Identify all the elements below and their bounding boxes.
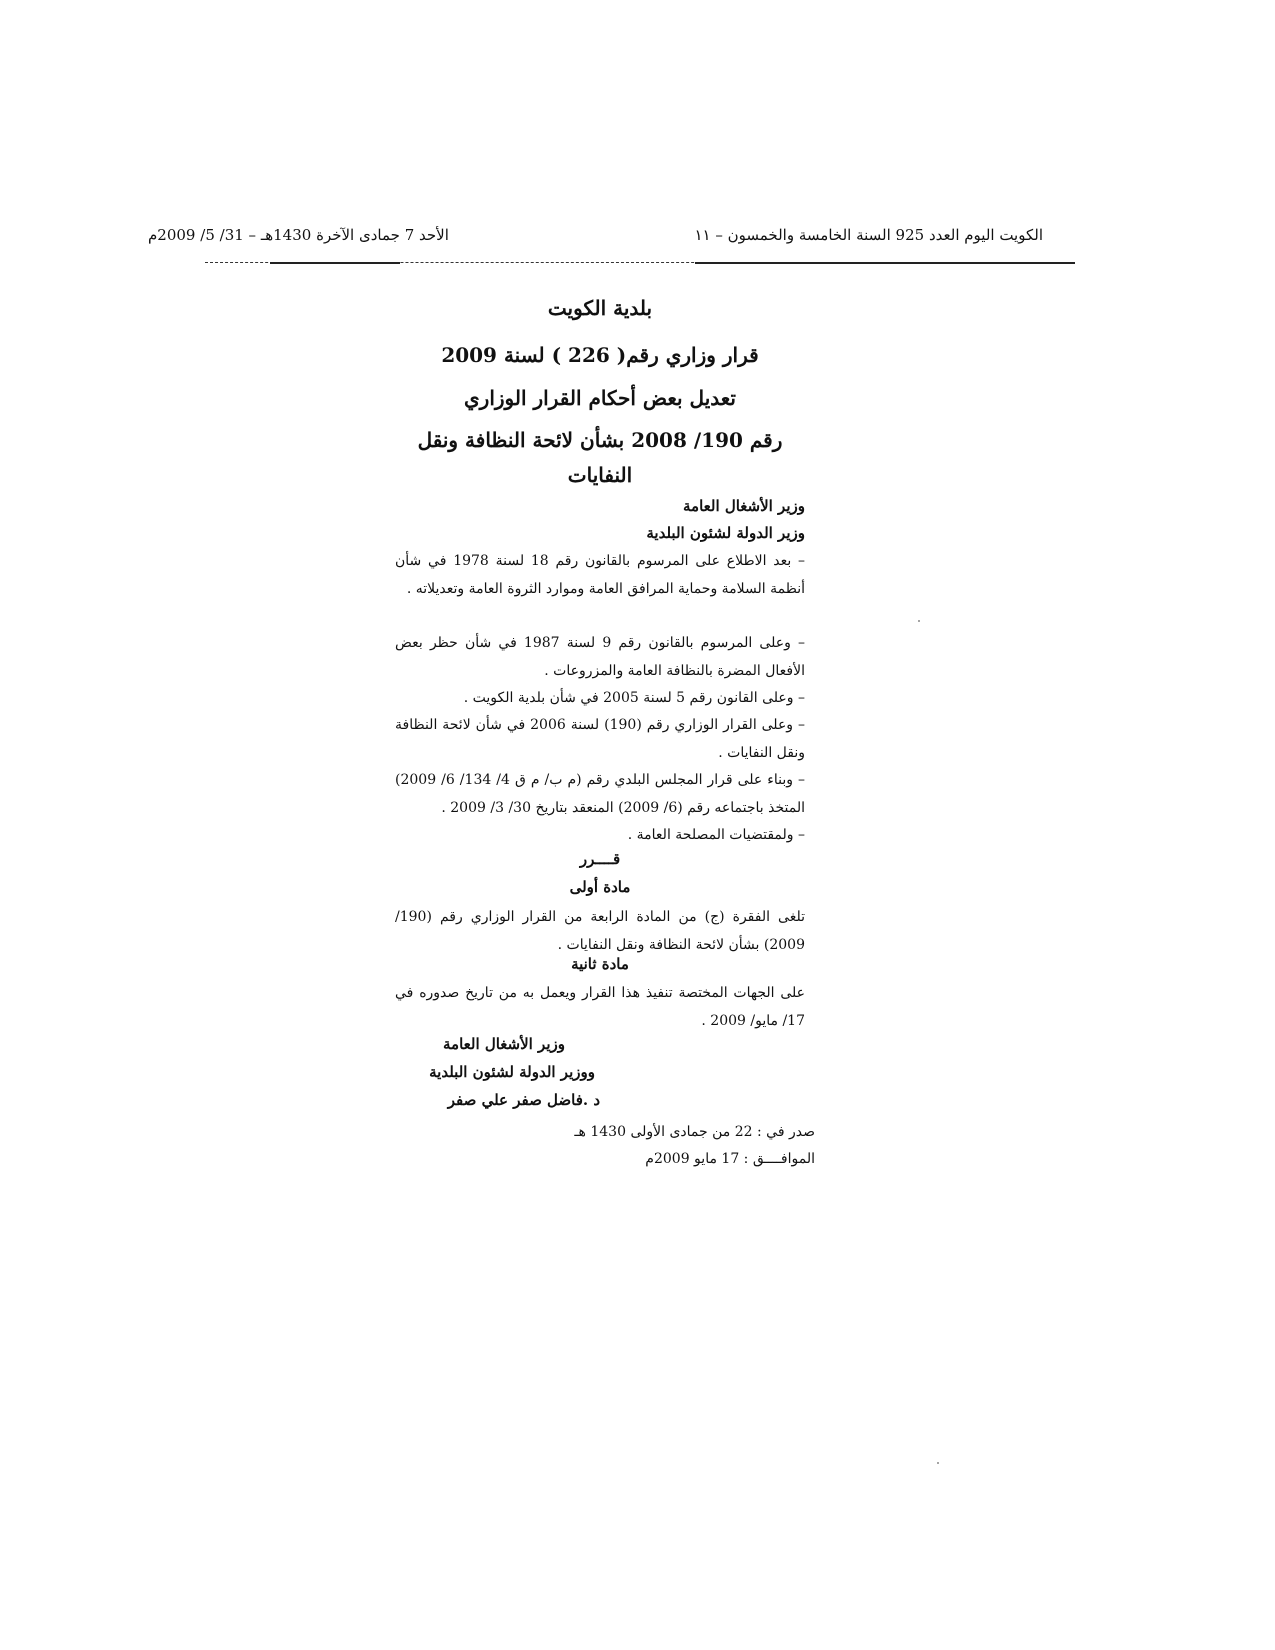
preamble-item: – وعلى القانون رقم 5 لسنة 2005 في شأن بلدية الكويت . [463, 690, 805, 706]
issuer-line-2: وزير الدولة لشئون البلدية [646, 524, 805, 542]
preamble-item: – بعد الاطلاع على المرسوم بالقانون رقم 18 لسنة 1978 في شأن أنظمة السلامة وحماية المرافق العامة وموارد الثروة العامة وتعديلاته . [395, 553, 806, 597]
issuer-line-1: وزير الأشغال العامة [683, 497, 805, 515]
scan-speck [918, 620, 920, 622]
decree-subject-line-3: النفايات [567, 463, 633, 487]
decree-subject-line-1: تعديل بعض أحكام القرار الوزاري [464, 386, 736, 410]
header-left: الأحد 7 جمادى الآخرة 1430هـ – 31/ 5/ 2009م [148, 226, 449, 244]
issued-date-hijri: صدر في : 22 من جمادى الأولى 1430 هـ [574, 1124, 815, 1140]
article-1-heading: مادة أولى [569, 878, 631, 896]
decided-heading: قــــرر [579, 850, 621, 868]
header-rule-segment-right [695, 262, 1075, 264]
institution-title: بلدية الكويت [547, 296, 653, 320]
signatory-name: د .فاضل صفر علي صفر [447, 1091, 600, 1109]
article-1-text: تلغى الفقرة (ج) من المادة الرابعة من القرار الوزاري رقم (190/ 2009) بشأن لائحة النظافة ونقل النفايات . [395, 909, 805, 953]
issued-date-gregorian: الموافــــق : 17 مايو 2009م [645, 1151, 815, 1167]
signature-title-2: ووزير الدولة لشئون البلدية [429, 1063, 595, 1081]
scan-speck [937, 1462, 939, 1464]
preamble-item: – وبناء على قرار المجلس البلدي رقم (م ب/ م ق 4/ 134/ 6/ 2009) المتخذ باجتماعه رقم (6/ 2009) المنعقد بتاريخ 30/ 3/ 2009 . [395, 772, 806, 816]
decree-title: قرار وزاري رقم( 226 ) لسنة 2009 [441, 343, 759, 367]
article-2-heading: مادة ثانية [571, 955, 629, 973]
decree-subject-line-2: رقم 190/ 2008 بشأن لائحة النظافة ونقل [417, 428, 783, 452]
preamble-item: – وعلى المرسوم بالقانون رقم 9 لسنة 1987 في شأن حظر بعض الأفعال المضرة بالنظافة العامة والمزروعات . [395, 635, 805, 679]
preamble-item: – وعلى القرار الوزاري رقم (190) لسنة 2006 في شأن لائحة النظافة ونقل النفايات . [395, 717, 805, 761]
article-2-text: على الجهات المختصة تنفيذ هذا القرار ويعمل به من تاريخ صدوره في 17/ مايو/ 2009 . [395, 985, 805, 1029]
signature-title-1: وزير الأشغال العامة [443, 1035, 565, 1053]
header-right: الكويت اليوم العدد 925 السنة الخامسة والخمسون – ١١ [694, 226, 1043, 244]
header-rule-segment-left [270, 262, 400, 264]
preamble-item: – ولمقتضيات المصلحة العامة . [627, 827, 805, 843]
